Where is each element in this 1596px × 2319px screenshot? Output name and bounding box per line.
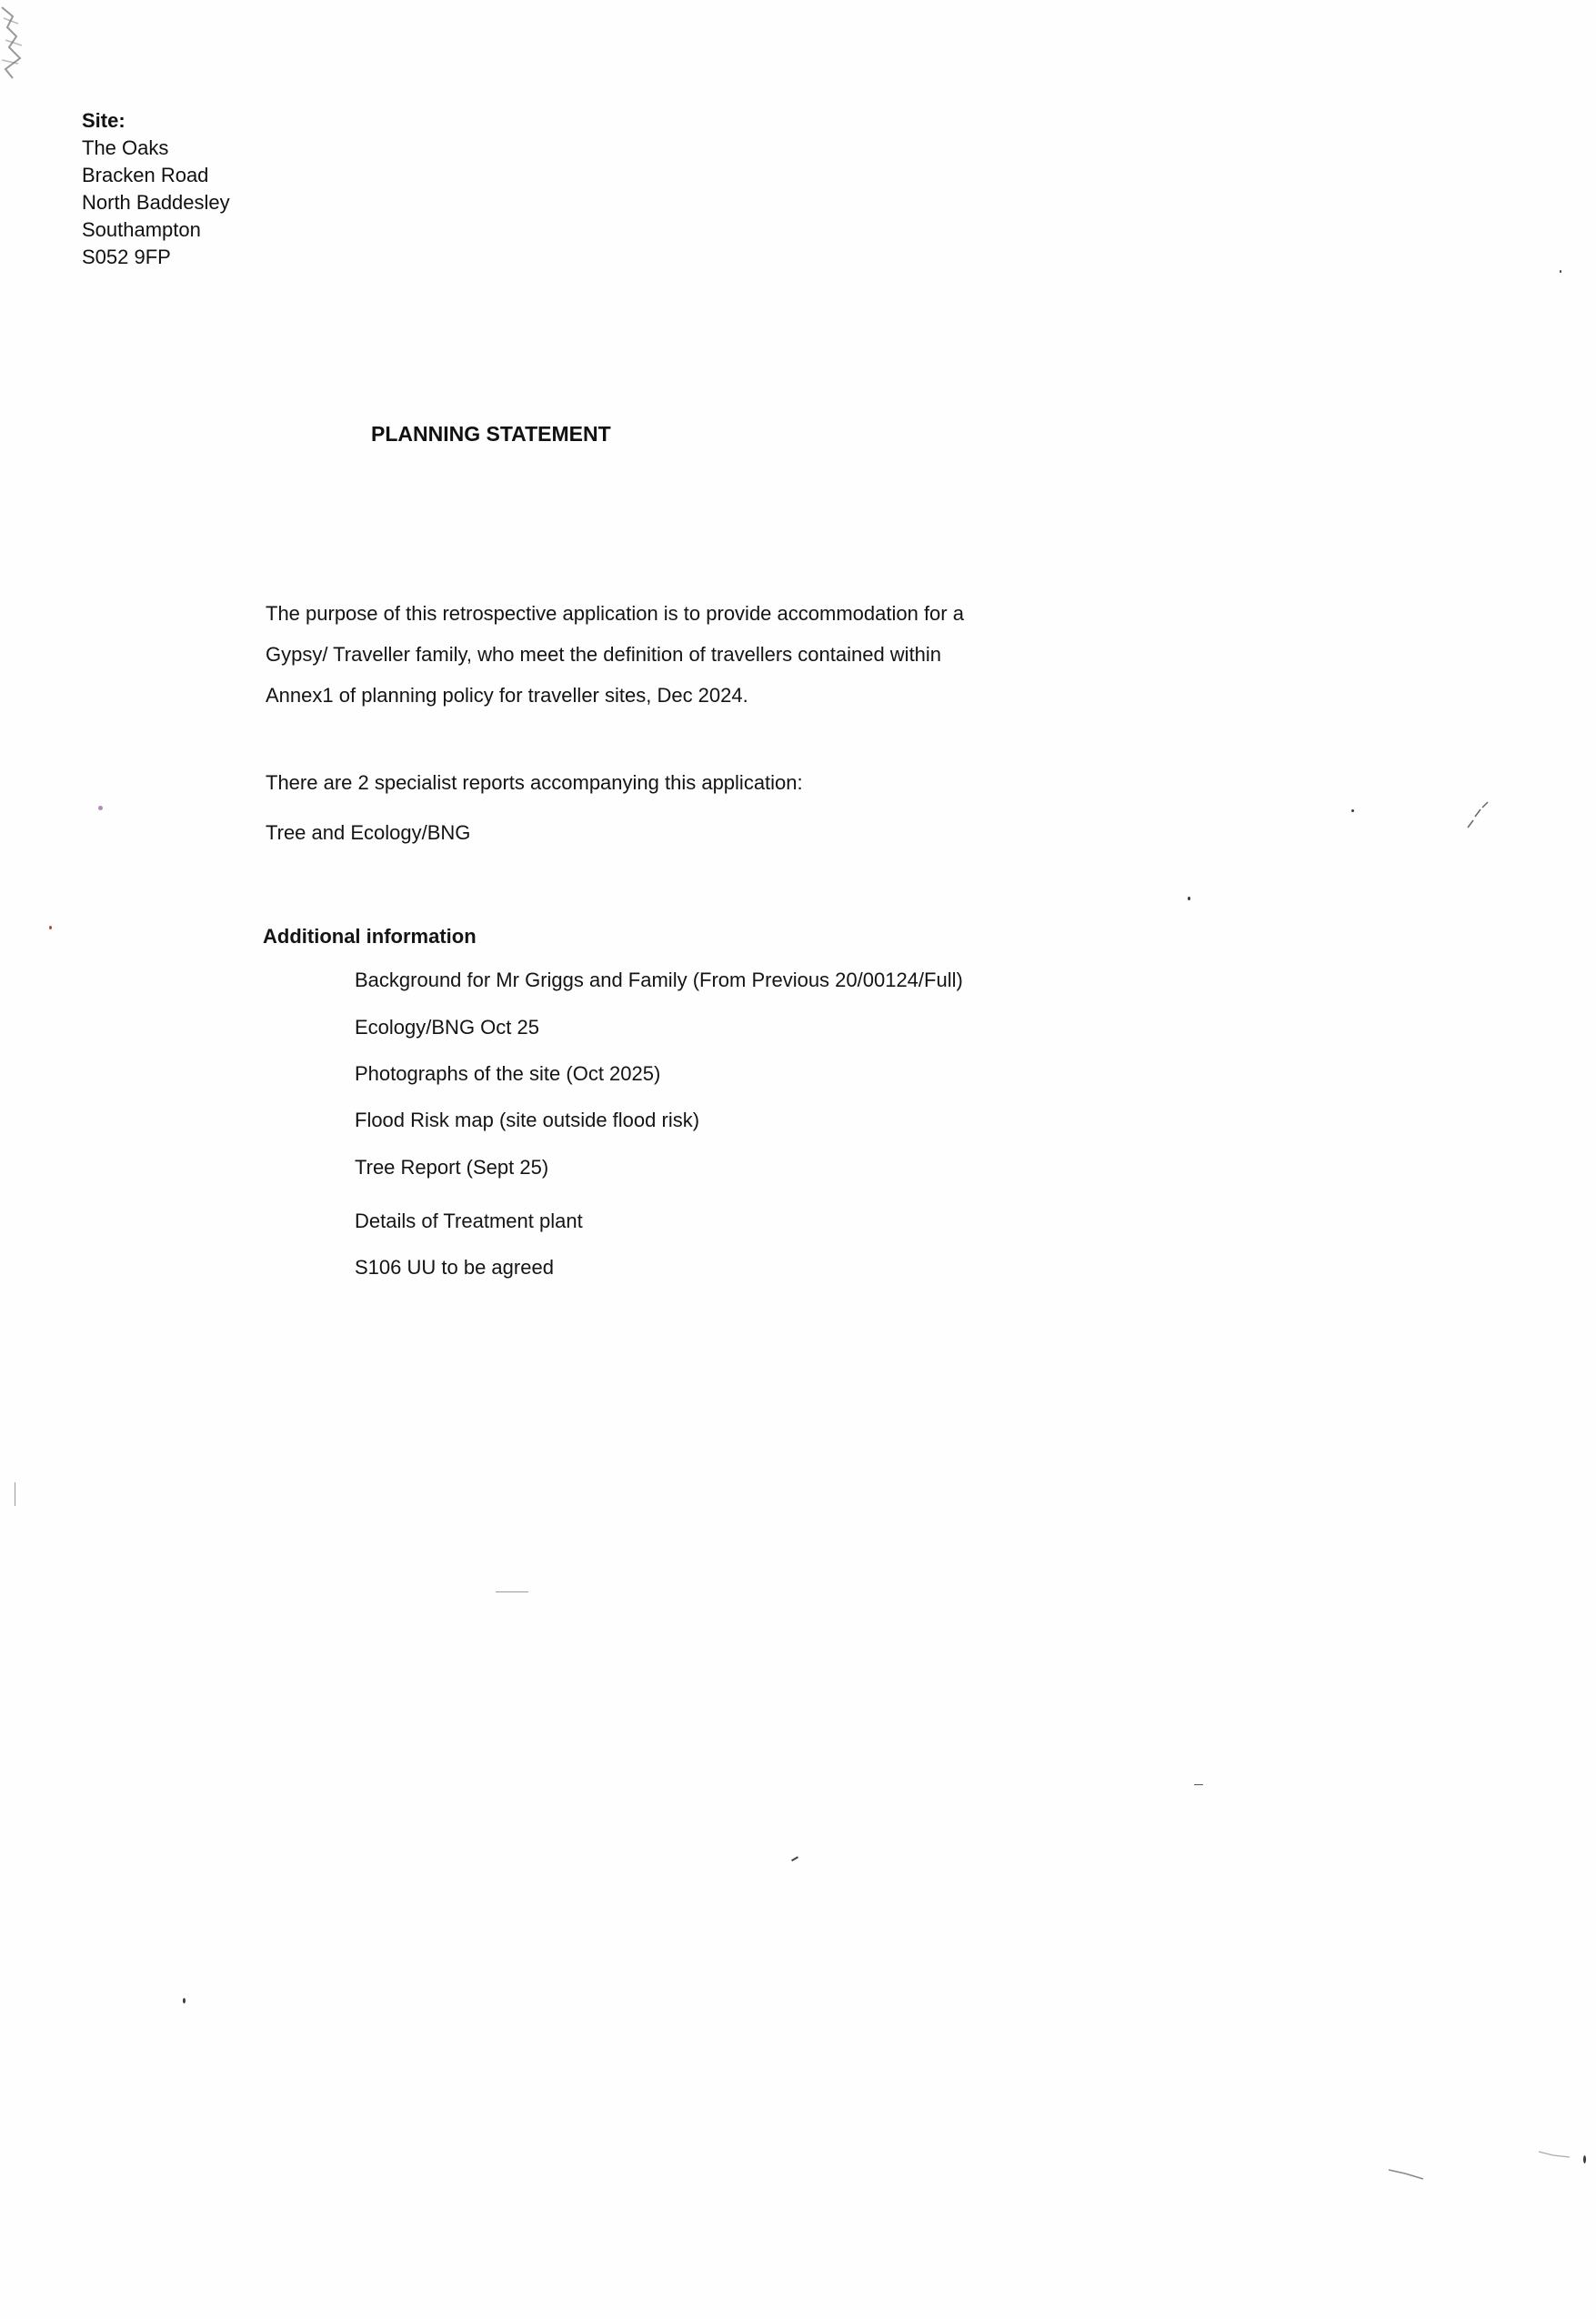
additional-item: Background for Mr Griggs and Family (From Previous 20/00124/Full) [355,969,963,991]
document-title: PLANNING STATEMENT [371,422,611,446]
additional-item: S106 UU to be agreed [355,1256,554,1279]
scan-artifact [0,0,36,91]
address-line-3: North Baddesley [82,191,230,214]
scan-speck [49,926,52,929]
purpose-line-2: Gypsy/ Traveller family, who meet the definition of travellers contained within [266,643,942,666]
additional-item: Details of Treatment plant [355,1210,583,1232]
additional-item: Flood Risk map (site outside flood risk) [355,1109,700,1131]
address-line-4: Southampton [82,218,201,241]
additional-item: Photographs of the site (Oct 2025) [355,1062,661,1085]
reports-list: Tree and Ecology/BNG [266,821,471,844]
additional-item: Tree Report (Sept 25) [355,1156,549,1179]
site-heading: Site: [82,109,125,132]
scan-speck [1188,897,1190,900]
reports-intro: There are 2 specialist reports accompanying this application: [266,771,803,794]
scan-speck [183,1998,186,2003]
purpose-line-3: Annex1 of planning policy for traveller sites, Dec 2024. [266,684,748,707]
address-line-1: The Oaks [82,136,169,159]
additional-item: Ecology/BNG Oct 25 [355,1016,539,1039]
address-line-5: S052 9FP [82,246,171,268]
scan-artifact [1464,800,1491,833]
site-address-block [82,107,230,271]
scan-artifact [1537,2148,1573,2163]
scan-mark [791,1856,798,1862]
scan-speck [98,806,103,810]
additional-heading: Additional information [263,925,477,948]
scan-speck [1351,809,1354,812]
scan-speck [1583,2155,1586,2163]
purpose-line-1: The purpose of this retrospective application is to provide accommodation for a [266,602,964,625]
scan-mark [496,1591,528,1592]
address-line-2: Bracken Road [82,164,209,186]
scan-speck [1560,270,1561,273]
scan-artifact [1387,2166,1427,2181]
scan-mark [1194,1784,1203,1785]
